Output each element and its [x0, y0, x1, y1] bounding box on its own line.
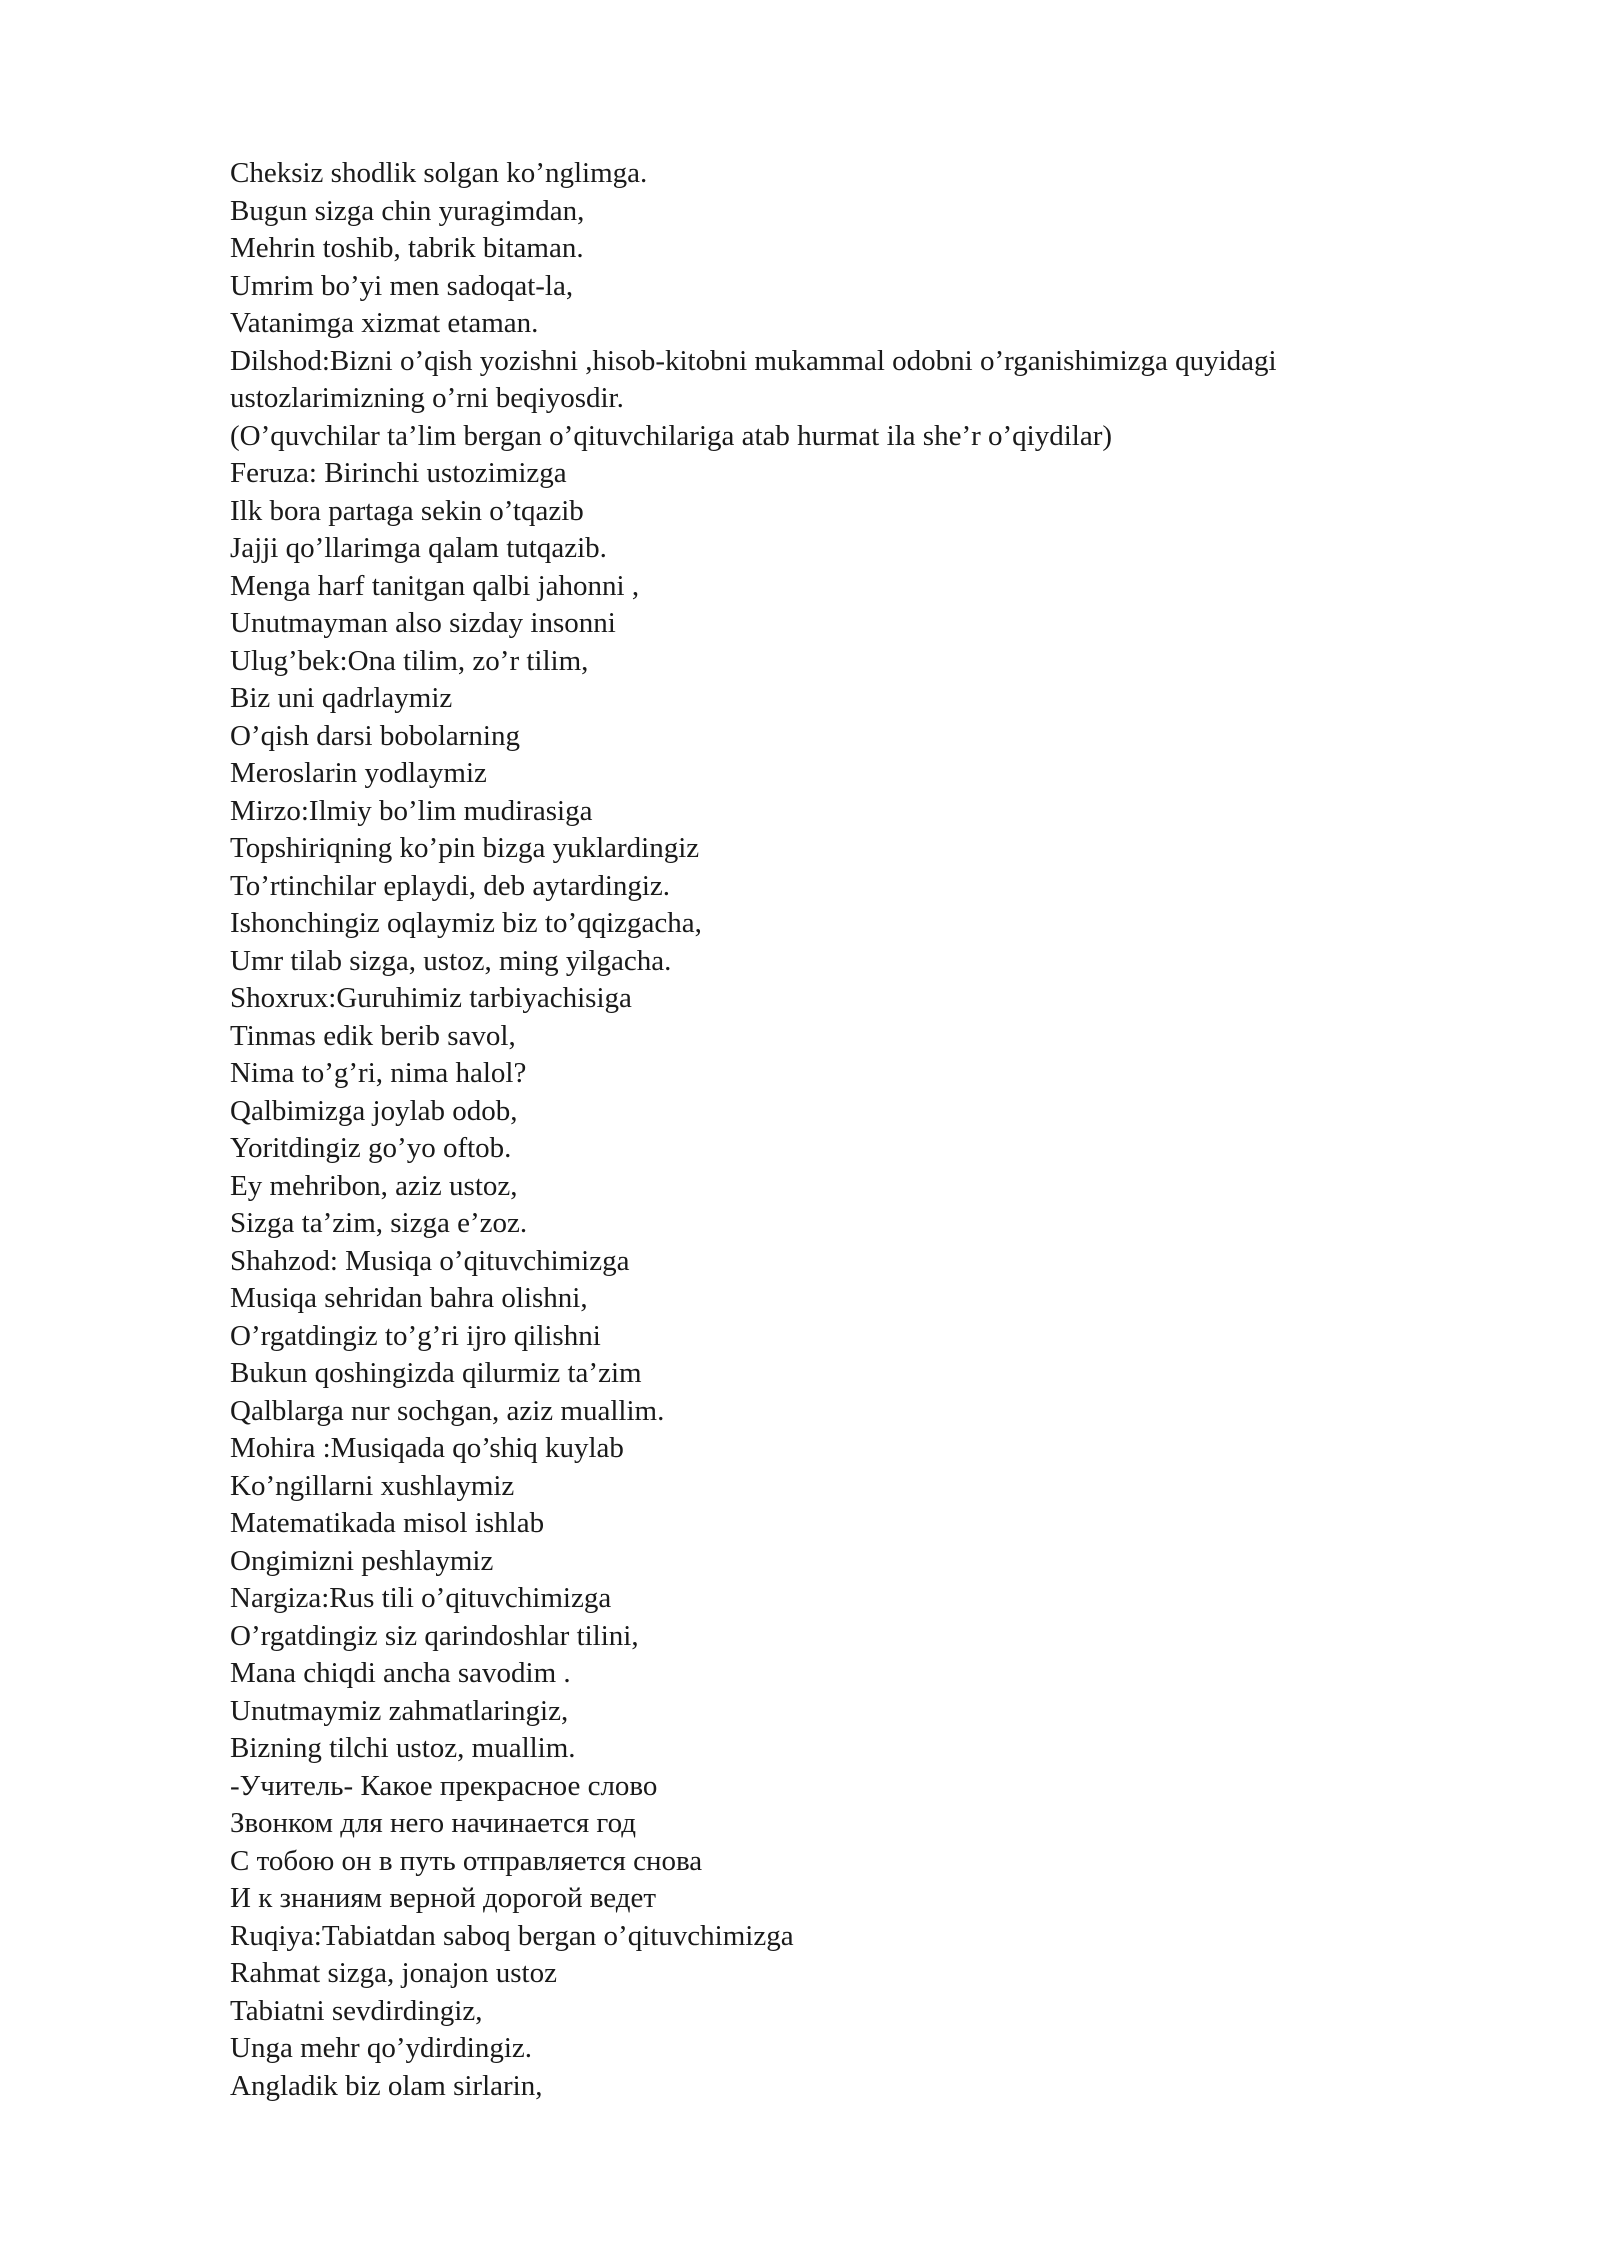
text-line: Ilk bora partaga sekin o’tqazib	[230, 494, 584, 527]
text-line: Unutmayman also sizday insonni	[230, 607, 616, 639]
text-line: Qalbimizga joylab odob,	[230, 1094, 518, 1127]
text-line: Angladik biz olam sirlarin,	[230, 2069, 543, 2102]
text-line: Sizga ta’zim, sizga e’zoz.	[230, 1207, 528, 1239]
text-line: Umrim bo’yi men sadoqat-la,	[230, 269, 574, 302]
text-line: Nargiza:Rus tili o’qituvchimizga	[230, 1582, 612, 1614]
text-line: Matematikada misol ishlab	[230, 1507, 545, 1539]
text-line: Qalblarga nur sochgan, aziz muallim.	[230, 1394, 665, 1427]
text-line: Mehrin toshib, tabrik bitaman.	[230, 232, 584, 264]
text-line: Shahzod: Musiqa o’qituvchimizga	[230, 1244, 630, 1277]
text-line: Ulug’bek:Ona tilim, zo’r tilim,	[230, 644, 589, 677]
text-line: Shoxrux:Guruhimiz tarbiyachisiga	[230, 982, 632, 1014]
text-line: Ruqiya:Tabiatdan saboq bergan o’qituvchimizga	[230, 1919, 794, 1952]
text-line: Vatanimga xizmat etaman.	[230, 307, 539, 339]
text-line: Mana chiqdi ancha savodim .	[230, 1657, 571, 1689]
text-line: Unga mehr qo’ydirdingiz.	[230, 2032, 533, 2064]
text-line: Ey mehribon, aziz ustoz,	[230, 1169, 518, 1202]
text-line: Tinmas edik berib savol,	[230, 1019, 516, 1052]
text-line: (O’quvchilar ta’lim bergan o’qituvchilariga atab hurmat ila she’r o’qiydilar)	[230, 419, 1113, 452]
text-line: Bizning tilchi ustoz, muallim.	[230, 1732, 576, 1764]
text-line: Cheksiz shodlik solgan ko’nglimga.	[230, 157, 648, 189]
text-line: Tabiatni sevdirdingiz,	[230, 1994, 483, 2027]
text-line: Bugun sizga chin yuragimdan,	[230, 194, 585, 227]
text-line: Rahmat sizga, jonajon ustoz	[230, 1957, 557, 1989]
text-line: Topshiriqning ko’pin bizga yuklardingiz	[230, 832, 700, 864]
text-line: Ishonchingiz oqlaymiz biz to’qqizgacha,	[230, 907, 702, 939]
text-line: O’rgatdingiz siz qarindoshlar tilini,	[230, 1619, 639, 1652]
text-line: Звонком для него начинается год	[230, 1807, 637, 1839]
text-line: Mirzo:Ilmiy bo’lim mudirasiga	[230, 794, 593, 827]
text-line: -Учитель- Какое прекрасное слово	[230, 1769, 658, 1802]
text-line: С тобою он в путь отправляется снова	[230, 1844, 703, 1877]
text-line: Dilshod:Bizni o’qish yozishni ,hisob-kitobni mukammal odobni o’rganishimizga quyidagi ustozlarimizning o’rni beqiyosdir.	[230, 344, 1277, 414]
document-page	[230, 155, 1470, 2105]
text-line: Biz uni qadrlaymiz	[230, 682, 453, 714]
text-line: Yoritdingiz go’yo oftob.	[230, 1132, 512, 1164]
text-line: Musiqa sehridan bahra olishni,	[230, 1282, 588, 1314]
text-line: Ongimizni peshlaymiz	[230, 1544, 494, 1577]
text-line: O’rgatdingiz to’g’ri ijro qilishni	[230, 1319, 601, 1352]
text-line: Jajji qo’llarimga qalam tutqazib.	[230, 532, 607, 564]
text-line: Feruza: Birinchi ustozimizga	[230, 457, 567, 489]
text-line: Meroslarin yodlaymiz	[230, 757, 487, 789]
text-line: Ko’ngillarni xushlaymiz	[230, 1469, 515, 1502]
text-line: Nima to’g’ri, nima halol?	[230, 1057, 527, 1089]
text-line: Umr tilab sizga, ustoz, ming yilgacha.	[230, 944, 672, 977]
text-line: Mohira :Musiqada qo’shiq kuylab	[230, 1432, 624, 1464]
text-line: O’qish darsi bobolarning	[230, 719, 520, 752]
text-line: Bukun qoshingizda qilurmiz ta’zim	[230, 1357, 642, 1389]
text-line: Unutmaymiz zahmatlaringiz,	[230, 1694, 569, 1727]
text-line: To’rtinchilar eplaydi, deb aytardingiz.	[230, 869, 671, 902]
text-line: И к знаниям верной дорогой ведет	[230, 1882, 657, 1914]
text-line: Menga harf tanitgan qalbi jahonni ,	[230, 569, 640, 602]
